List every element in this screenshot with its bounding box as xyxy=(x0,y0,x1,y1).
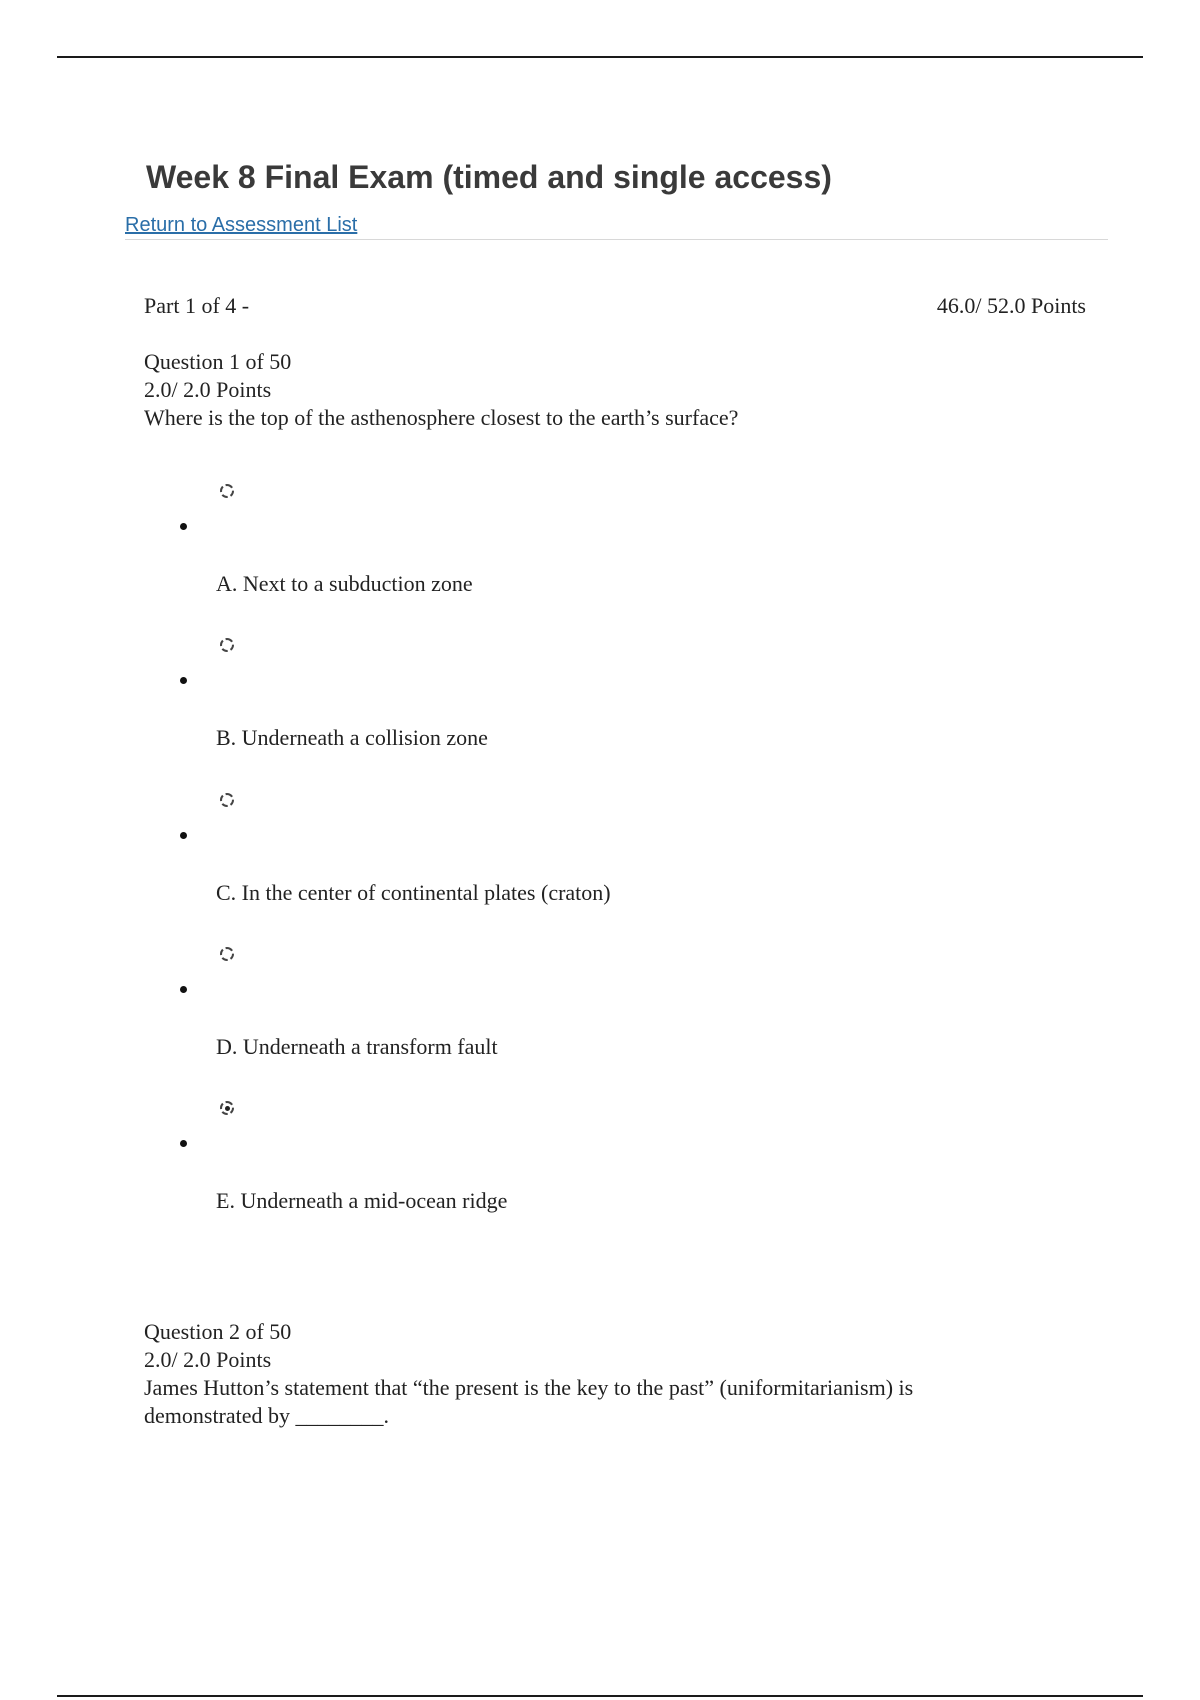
top-rule xyxy=(57,56,1143,58)
part-points: 46.0/ 52.0 Points xyxy=(936,293,1086,318)
question-text: Where is the top of the asthenosphere closest to the earth’s surface? xyxy=(144,405,739,430)
answer-d-radio[interactable] xyxy=(220,947,234,961)
question-points: 2.0/ 2.0 Points xyxy=(144,1347,272,1372)
question-points: 2.0/ 2.0 Points xyxy=(144,377,272,402)
question-2-header xyxy=(144,1318,1024,1430)
part-label: Part 1 of 4 - xyxy=(144,293,250,318)
bullet-icon xyxy=(180,1140,187,1147)
answer-a-radio[interactable] xyxy=(220,484,234,498)
bullet-icon xyxy=(180,677,187,684)
bullet-icon xyxy=(180,986,187,993)
answer-c-radio[interactable] xyxy=(220,793,234,807)
answer-option-a xyxy=(0,484,1200,624)
bottom-rule xyxy=(57,1695,1143,1697)
question-number: Question 1 of 50 xyxy=(144,349,292,374)
answer-b-label: B. Underneath a collision zone xyxy=(216,725,488,750)
answer-b-radio[interactable] xyxy=(220,638,234,652)
answer-a-label: A. Next to a subduction zone xyxy=(216,571,473,596)
answer-e-radio[interactable] xyxy=(220,1101,234,1115)
answer-d-label: D. Underneath a transform fault xyxy=(216,1034,498,1059)
answer-e-label: E. Underneath a mid-ocean ridge xyxy=(216,1188,508,1213)
question-1-header xyxy=(144,348,1044,432)
title-divider xyxy=(125,239,1108,240)
answer-c-label: C. In the center of continental plates (craton) xyxy=(216,880,611,905)
question-number: Question 2 of 50 xyxy=(144,1319,292,1344)
page-title: Week 8 Final Exam (timed and single access) xyxy=(146,159,832,195)
answer-option-e xyxy=(0,1101,1200,1241)
answer-option-d xyxy=(0,947,1200,1087)
bullet-icon xyxy=(180,523,187,530)
bullet-icon xyxy=(180,832,187,839)
answer-option-b xyxy=(0,638,1200,778)
return-to-assessment-list-link[interactable]: Return to Assessment List xyxy=(125,214,358,236)
question-text: James Hutton’s statement that “the present is the key to the past” (uniformitarianism) is demonstrated by ________. xyxy=(144,1375,914,1428)
answer-option-c xyxy=(0,793,1200,933)
